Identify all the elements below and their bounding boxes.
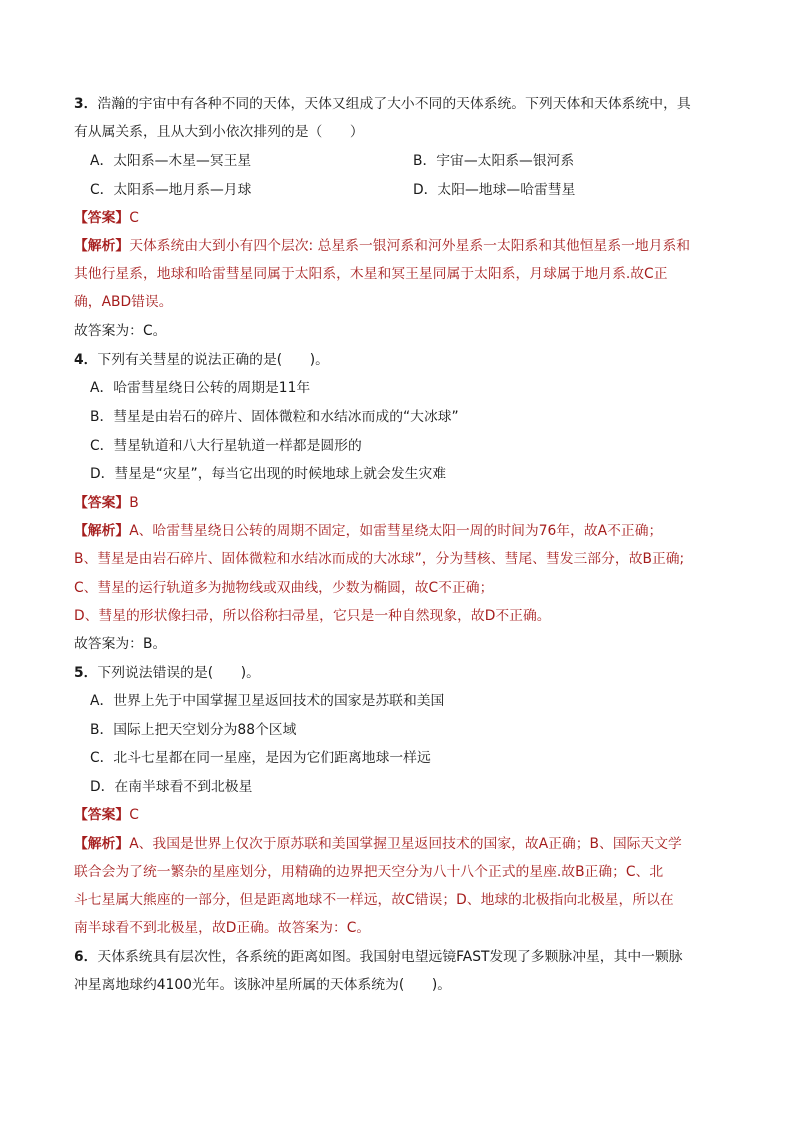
q3-option-a: A．太阳系—木星—冥王星 (90, 153, 252, 169)
q6-number: 6． (74, 949, 98, 965)
q5-answer-value: C (129, 807, 139, 823)
q4-number: 4． (74, 352, 98, 368)
q4-option-d: D．彗星是“灾星”，每当它出现的时候地球上就会发生灾难 (90, 466, 447, 482)
q5-stem: 5．下列说法错误的是( )。 (74, 665, 260, 681)
q5-analysis-line3: 斗七星属大熊座的一部分，但是距离地球不一样远，故C错误；D、地球的北极指向北极星，所以在 (74, 892, 674, 908)
q5-analysis-label: 【解析】 (74, 836, 130, 852)
q5-option-d: D．在南半球看不到北极星 (90, 779, 253, 795)
q3-answer-label: 【答案】 (74, 210, 130, 226)
q4-option-b: B．彗星是由岩石的碎片、固体微粒和水结冰而成的“大冰球” (90, 409, 459, 425)
q4-analysis-line2: B、彗星是由岩石碎片、固体微粒和水结冰而成的大冰球”，分为彗核、彗尾、彗发三部分，故B正确; (74, 551, 685, 567)
q5-option-b: B．国际上把天空划分为88个区域 (90, 722, 297, 738)
q5-option-c: C．北斗七星都在同一星座，是因为它们距离地球一样远 (90, 750, 431, 766)
q3-answer-value: C (129, 210, 139, 226)
q3-stem-line1: 3．浩瀚的宇宙中有各种不同的天体，天体又组成了大小不同的天体系统。下列天体和天体系统中，具 (74, 96, 691, 112)
q4-analysis-line1: 【解析】A、哈雷彗星绕日公转的周期不固定，如雷彗星绕太阳一周的时间为76年，故A不正确； (74, 523, 663, 539)
q3-stem-line2: 有从属关系，且从大到小依次排列的是（ ） (74, 124, 364, 140)
q3-answer (74, 208, 724, 228)
q3-analysis-line3: 确，ABD错误。 (74, 294, 173, 310)
q3-option-b: B．宇宙—太阳系—银河系 (413, 153, 575, 169)
q4-option-c: C．彗星轨道和八大行星轨道一样都是圆形的 (90, 438, 362, 454)
q4-analysis-label: 【解析】 (74, 523, 130, 539)
q3-number: 3． (74, 96, 98, 112)
q5-number: 5． (74, 665, 98, 681)
q4-analysis-line3: C、彗星的运行轨道多为抛物线或双曲线，少数为椭圆，故C不正确； (74, 580, 494, 596)
q6-stem-line1: 6．天体系统具有层次性，各系统的距离如图。我国射电望远镜FAST发现了多颗脉冲星，其中一颗脉 (74, 949, 683, 965)
q4-answer-value: B (129, 495, 139, 511)
q5-analysis-line1: 【解析】A、我国是世界上仅次于原苏联和美国掌握卫星返回技术的国家，故A正确；B、国际天文学 (74, 836, 682, 852)
q3-option-c: C．太阳系—地月系—月球 (90, 182, 252, 198)
q5-answer (74, 805, 724, 825)
q3-analysis-line2: 其他行星系，地球和哈雷彗星同属于太阳系，木星和冥王星同属于太阳系，月球属于地月系.故C正 (74, 266, 668, 282)
q4-option-a: A．哈雷彗星绕日公转的周期是11年 (90, 380, 311, 396)
q3-option-d: D．太阳—地球—哈雷彗星 (413, 182, 576, 198)
q3-analysis-label: 【解析】 (74, 238, 130, 254)
q6-stem-line2: 冲星离地球约4100光年。该脉冲星所属的天体系统为( )。 (74, 977, 452, 993)
q3-conclusion: 故答案为：C。 (74, 323, 167, 339)
q5-analysis-line4: 南半球看不到北极星，故D正确。故答案为：C。 (74, 920, 371, 936)
q4-stem: 4．下列有关彗星的说法正确的是( )。 (74, 352, 329, 368)
q4-answer-label: 【答案】 (74, 495, 130, 511)
q5-answer-label: 【答案】 (74, 807, 130, 823)
q4-analysis-line4: D、彗星的形状像扫帚，所以俗称扫帚星，它只是一种自然现象，故D不正确。 (74, 608, 551, 624)
q5-analysis-line2: 联合会为了统一繁杂的星座划分，用精确的边界把天空分为八十八个正式的星座.故B正确；C、北 (74, 864, 664, 880)
q4-conclusion: 故答案为：B。 (74, 636, 167, 652)
q5-option-a: A．世界上先于中国掌握卫星返回技术的国家是苏联和美国 (90, 693, 445, 709)
q3-analysis-line1: 【解析】天体系统由大到小有四个层次: 总星系一银河系和河外星系一太阳系和其他恒星系一地月系和 (74, 238, 691, 254)
q4-answer (74, 493, 724, 513)
